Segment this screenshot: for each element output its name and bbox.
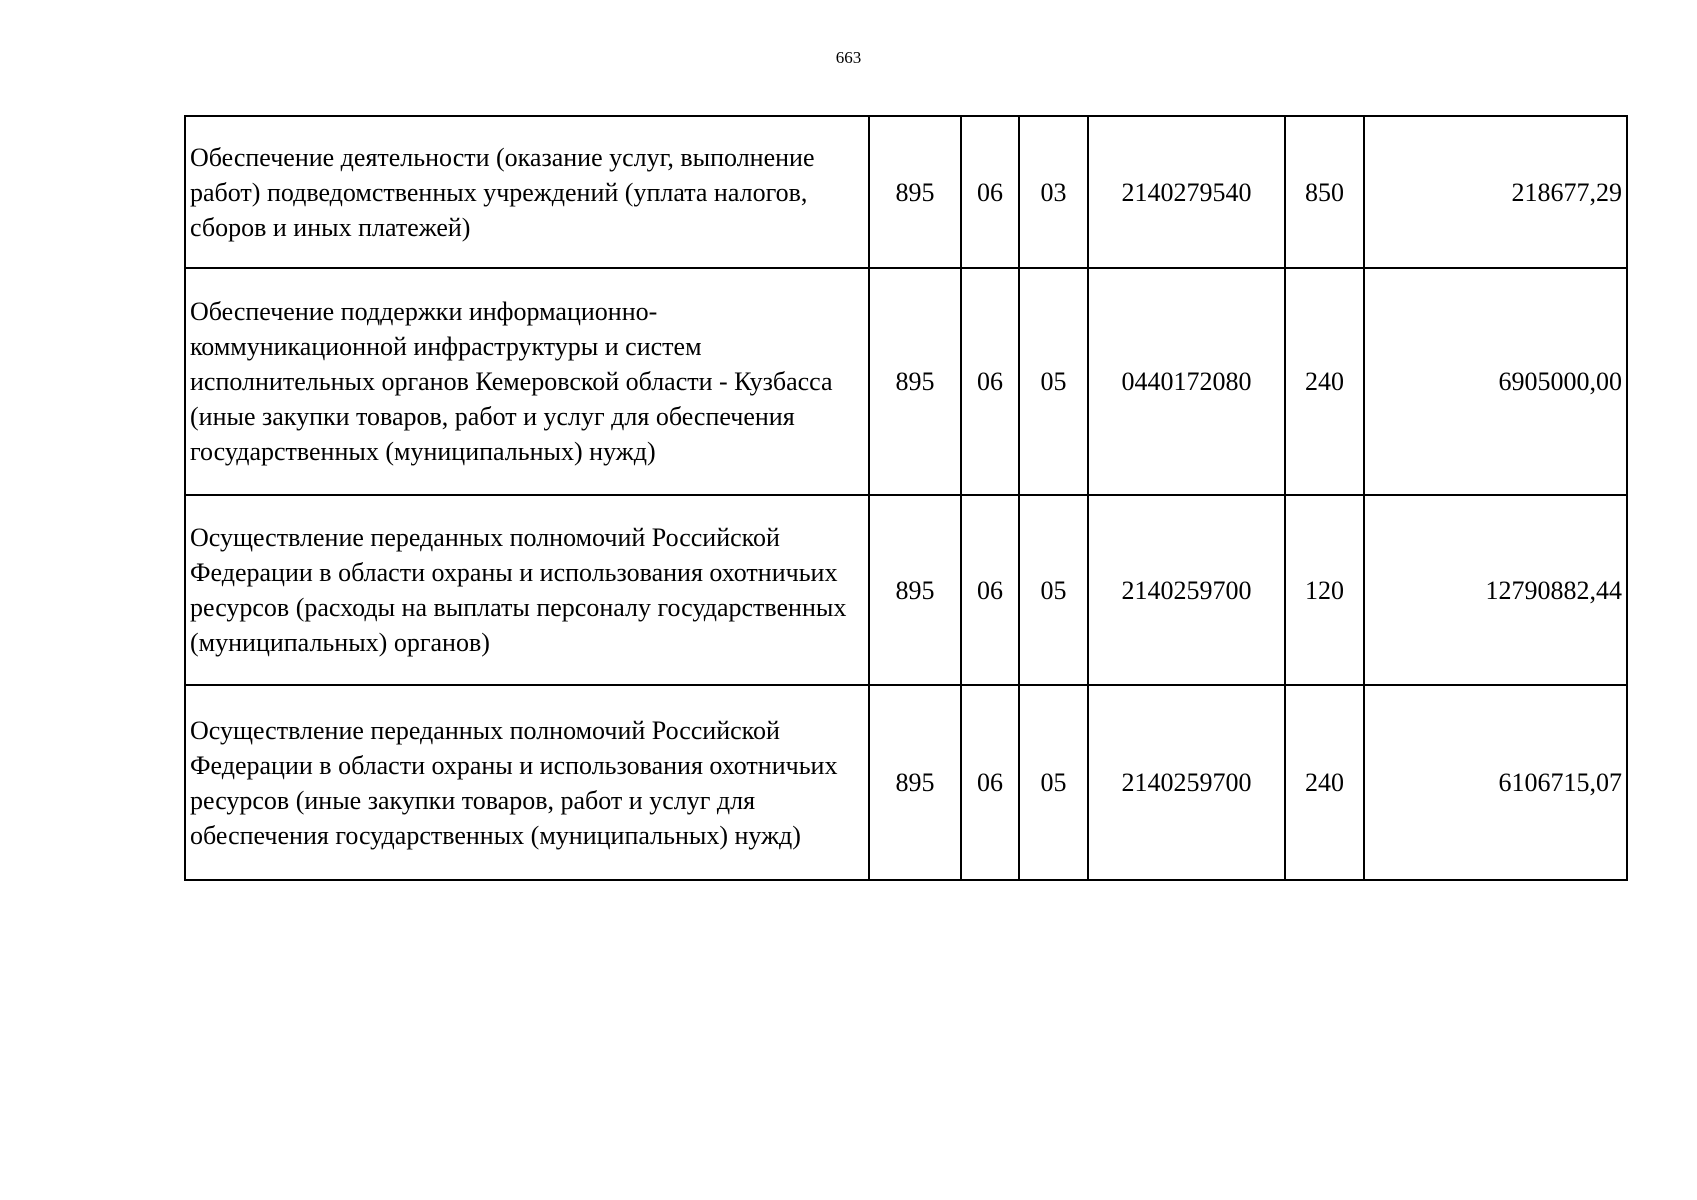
ministry-code: 895 — [869, 685, 961, 880]
section-code: 06 — [961, 268, 1019, 495]
row-description: Осуществление переданных полномочий Российской Федерации в области охраны и использования охотничьих ресурсов (иные закупки товаров, работ и услуг для обеспечения государственных (муниципальных) нужд) — [185, 685, 869, 880]
row-description: Осуществление переданных полномочий Российской Федерации в области охраны и использования охотничьих ресурсов (расходы на выплаты персоналу государственных (муниципальных) органов) — [185, 495, 869, 685]
amount: 12790882,44 — [1364, 495, 1627, 685]
amount: 6106715,07 — [1364, 685, 1627, 880]
expense-type-code: 850 — [1285, 116, 1364, 268]
subsection-code: 03 — [1019, 116, 1088, 268]
expense-type-code: 120 — [1285, 495, 1364, 685]
table-row — [185, 116, 1627, 268]
section-code: 06 — [961, 495, 1019, 685]
table-row — [185, 495, 1627, 685]
amount: 218677,29 — [1364, 116, 1627, 268]
section-code: 06 — [961, 116, 1019, 268]
target-article-code: 2140259700 — [1088, 495, 1285, 685]
target-article-code: 2140279540 — [1088, 116, 1285, 268]
target-article-code: 2140259700 — [1088, 685, 1285, 880]
table-row — [185, 685, 1627, 880]
subsection-code: 05 — [1019, 495, 1088, 685]
budget-table — [184, 115, 1628, 881]
row-description: Обеспечение поддержки информационно-коммуникационной инфраструктуры и систем исполнительных органов Кемеровской области - Кузбасса (иные закупки товаров, работ и услуг для обеспечения государственных (муниципальных) нужд) — [185, 268, 869, 495]
target-article-code: 0440172080 — [1088, 268, 1285, 495]
table-row — [185, 268, 1627, 495]
ministry-code: 895 — [869, 495, 961, 685]
section-code: 06 — [961, 685, 1019, 880]
ministry-code: 895 — [869, 116, 961, 268]
expense-type-code: 240 — [1285, 268, 1364, 495]
page-number: 663 — [835, 48, 862, 67]
row-description: Обеспечение деятельности (оказание услуг, выполнение работ) подведомственных учреждений (уплата налогов, сборов и иных платежей) — [185, 116, 869, 268]
amount: 6905000,00 — [1364, 268, 1627, 495]
expense-type-code: 240 — [1285, 685, 1364, 880]
subsection-code: 05 — [1019, 268, 1088, 495]
ministry-code: 895 — [869, 268, 961, 495]
subsection-code: 05 — [1019, 685, 1088, 880]
